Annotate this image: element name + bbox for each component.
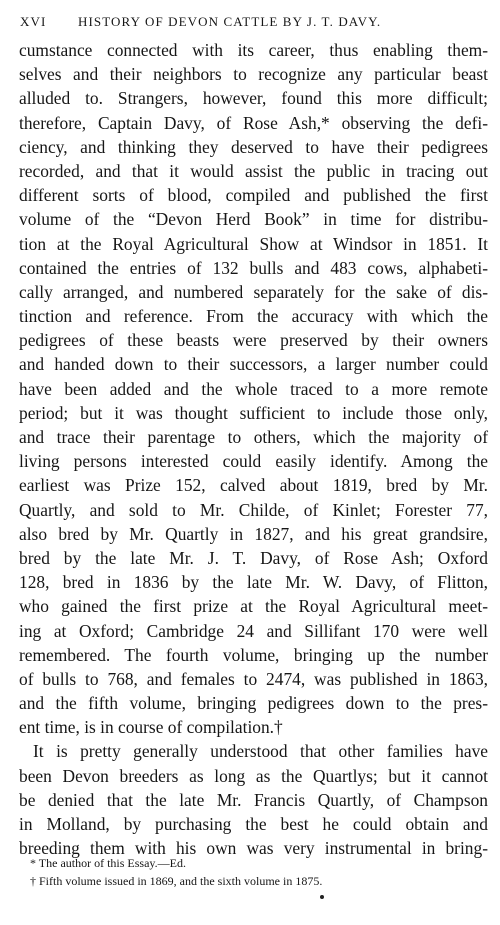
text-line: tion at the Royal Agricultural Show at Windsor in 1851. It	[19, 233, 488, 254]
text-line: who gained the first prize at the Royal Agricultural meet-	[19, 596, 488, 617]
page-number: XVI	[20, 14, 47, 29]
text-line: recorded, and that it would assist the public in tracing out	[19, 160, 488, 181]
text-line: and the fifth volume, bringing pedigrees down to the pres-	[19, 693, 488, 714]
text-line: selves and their neighbors to recognize any particular beast	[19, 64, 488, 85]
text-line: also bred by Mr. Quartly in 1827, and his great grandsire,	[19, 523, 488, 544]
text-line: alluded to. Strangers, however, found this more difficult;	[19, 88, 488, 109]
text-line: pedigrees of these beasts were preserved by their owners	[19, 330, 488, 351]
text-line: and handed down to their successors, a larger number could	[19, 354, 488, 375]
text-line: contained the entries of 132 bulls and 483 cows, alphabeti-	[19, 257, 488, 278]
text-line: bred by the late Mr. J. T. Davy, of Rose Ash; Oxford	[19, 547, 488, 568]
text-line: ciency, and thinking they deserved to have their pedigrees	[19, 136, 488, 157]
text-line: been Devon breeders as long as the Quartlys; but it cannot	[19, 765, 488, 786]
text-line: therefore, Captain Davy, of Rose Ash,* observing the defi-	[19, 112, 488, 133]
text-line: earliest was Prize 152, calved about 1819, bred by Mr.	[19, 475, 488, 496]
text-line: be denied that the late Mr. Francis Quartly, of Champson	[19, 789, 488, 810]
text-line: breeding them with his own was very instrumental in bring-	[19, 838, 488, 859]
text-line: and trace their parentage to others, which the majority of	[19, 427, 488, 447]
text-line: of bulls to 768, and females to 2474, was published in 1863,	[19, 668, 488, 689]
text-line: tinction and reference. From the accuracy with which the	[19, 306, 488, 327]
footnotes	[20, 855, 480, 890]
text-line: volume of the “Devon Herd Book” in time for distribu-	[19, 209, 488, 230]
running-title: HISTORY OF DEVON CATTLE BY J. T. DAVY.	[78, 14, 382, 29]
footnote-volumes: † Fifth volume issued in 1869, and the sixth volume in 1875.	[30, 873, 323, 888]
text-line: Quartly, and sold to Mr. Childe, of Kinlet; Forester 77,	[19, 499, 488, 520]
paragraph-first-line: It is pretty generally understood that other families have	[33, 741, 488, 762]
running-header	[20, 10, 488, 32]
text-line: ing at Oxford; Cambridge 24 and Sillifant 170 were well	[19, 620, 488, 641]
text-line: 128, bred in 1836 by the late Mr. W. Davy, of Flitton,	[19, 572, 488, 593]
body-text	[19, 38, 488, 860]
text-line: cally arranged, and numbered separately for the sake of dis-	[19, 281, 488, 302]
text-line: period; but it was thought sufficient to include those only,	[19, 402, 488, 423]
text-line: cumstance connected with its career, thus enabling them-	[19, 40, 488, 60]
text-line: in Molland, by purchasing the best he could obtain and	[19, 814, 488, 834]
text-line: remembered. The fourth volume, bringing up the number	[19, 644, 488, 665]
text-line: have been added and the whole traced to a more remote	[19, 378, 488, 399]
footnote-author: * The author of this Essay.—Ed.	[30, 856, 186, 870]
text-line: ent time, is in course of compilation.†	[19, 717, 283, 738]
ink-speck	[320, 895, 324, 899]
text-line: different sorts of blood, compiled and published the first	[19, 185, 488, 206]
text-line: living persons interested could easily identify. Among the	[19, 451, 488, 472]
